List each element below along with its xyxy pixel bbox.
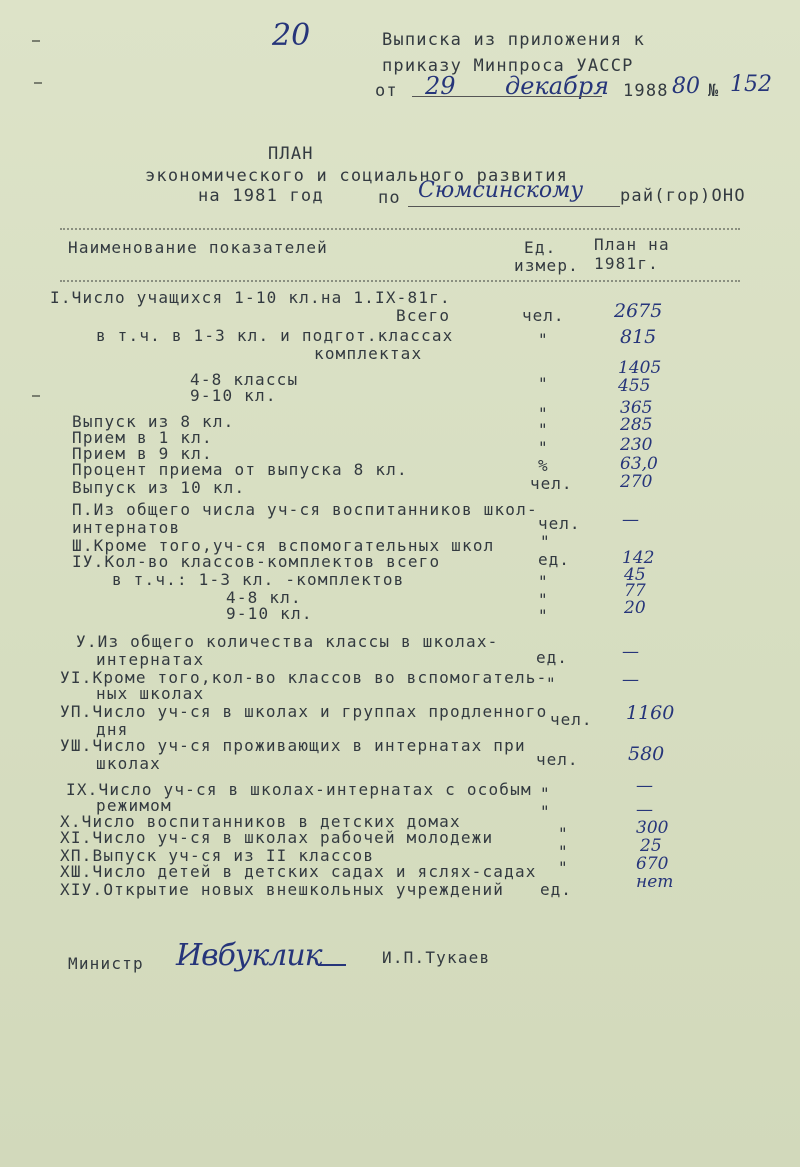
row-unit: " — [540, 802, 551, 821]
plan-title: ПЛАН — [268, 144, 314, 164]
col-header-unit-1: Ед. — [524, 238, 557, 257]
row-unit: " — [538, 404, 549, 423]
row-value: — — [622, 510, 639, 530]
row-label: П.Из общего числа уч-ся воспитанников школ- — [72, 500, 538, 519]
district-underline — [408, 206, 620, 207]
row-label: Прием в 9 кл. — [72, 444, 213, 463]
header-dotted-rule — [60, 280, 740, 284]
row-unit: " — [538, 420, 549, 439]
binding-hole-mark — [32, 40, 40, 46]
row-unit: чел. — [536, 750, 579, 769]
row-label: 9-10 кл. — [226, 604, 313, 623]
row-label: ных школах — [96, 684, 205, 703]
plan-subtitle: экономического и социального развития — [145, 166, 569, 186]
row-label: Выпуск из 8 кл. — [72, 412, 235, 431]
row-value: 142 — [622, 548, 655, 568]
row-unit: " — [538, 606, 549, 625]
signatory-name: И.П.Тукаев — [382, 948, 491, 967]
row-label: ХI.Число уч-ся в школах рабочей молодежи — [60, 828, 494, 847]
row-value: 270 — [620, 472, 653, 492]
plan-year: на 1981 год — [198, 186, 324, 206]
row-value: 300 — [636, 818, 669, 838]
row-label: IУ.Кол-во классов-комплектов всего — [72, 552, 441, 571]
row-unit: " — [538, 438, 549, 457]
row-value: 230 — [620, 435, 653, 455]
signature-stroke — [318, 964, 346, 966]
row-value: нет — [636, 872, 674, 892]
row-unit: ед. — [536, 648, 568, 667]
signature: Ивбуклик — [176, 938, 322, 973]
header-number: 152 — [730, 72, 772, 97]
row-unit: " — [540, 784, 551, 803]
row-value: — — [636, 776, 653, 796]
row-label: режимом — [96, 796, 172, 815]
row-label: в т.ч. в 1-3 кл. и подгот.классах — [96, 326, 454, 345]
row-value: 2675 — [614, 300, 663, 322]
row-label: 9-10 кл. — [190, 386, 277, 405]
row-label: ХП.Выпуск уч-ся из II классов — [60, 846, 375, 865]
col-header-unit-2: измер. — [514, 256, 579, 275]
col-header-plan-2: 1981г. — [594, 254, 659, 273]
row-unit: " — [546, 674, 557, 693]
row-value: 365 — [620, 398, 653, 418]
row-unit: " — [558, 824, 569, 843]
header-no-sign: № — [708, 81, 720, 101]
row-label: дня — [96, 720, 129, 739]
row-label: Процент приема от выпуска 8 кл. — [72, 460, 408, 479]
header-day: 29 — [425, 72, 456, 100]
row-label: школах — [96, 754, 161, 773]
row-unit: " — [538, 330, 549, 349]
col-header-plan-1: План на — [594, 235, 670, 254]
row-value: 455 — [618, 376, 651, 396]
row-value: 63,0 — [620, 454, 658, 474]
row-label: интернатов — [72, 518, 181, 537]
col-header-name: Наименование показателей — [68, 238, 328, 257]
row-label: Выпуск из 10 кл. — [72, 478, 246, 497]
header-dotted-rule — [60, 228, 740, 232]
row-label: ХШ.Число детей в детских садах и яслях-садах — [60, 862, 537, 881]
row-label: I.Число учащихся 1-10 кл.на 1.IX-81г. — [50, 288, 451, 307]
row-unit: чел. — [550, 710, 593, 729]
binding-hole-mark — [34, 82, 42, 88]
row-unit: " — [558, 858, 569, 877]
header-year-prefix: 1988 — [623, 81, 669, 101]
row-label: интернатах — [96, 650, 205, 669]
row-unit: чел. — [530, 474, 573, 493]
binding-hole-mark — [32, 395, 40, 401]
row-value: — — [622, 642, 639, 662]
row-unit: ед. — [538, 550, 570, 569]
row-label: 4-8 классы — [190, 370, 299, 389]
page-number: 20 — [272, 18, 311, 53]
row-label: УП.Число уч-ся в школах и группах продленного — [60, 702, 548, 721]
row-value: 1405 — [618, 358, 662, 378]
plan-po: по — [378, 188, 401, 208]
row-unit: " — [538, 590, 549, 609]
row-label: ХIУ.Открытие новых внешкольных учреждений — [60, 880, 505, 899]
date-underline — [412, 96, 602, 97]
row-label: Прием в 1 кл. — [72, 428, 213, 447]
row-value: 815 — [620, 326, 657, 348]
header-line-2: приказу Минпроса УАССР — [382, 56, 634, 76]
header-month: декабря — [505, 72, 609, 100]
row-label: Всего — [396, 306, 451, 325]
row-label: Х.Число воспитанников в детских домах — [60, 812, 461, 831]
row-label: в т.ч.: 1-3 кл. -комплектов — [112, 570, 405, 589]
row-value: 1160 — [626, 702, 675, 724]
row-unit: " — [538, 572, 549, 591]
row-value: — — [636, 800, 653, 820]
row-unit: % — [538, 456, 549, 475]
plan-ono: рай(гор)ОНО — [620, 186, 746, 206]
header-line-1: Выписка из приложения к — [382, 30, 646, 50]
signatory-role: Министр — [68, 954, 144, 973]
row-value: 45 — [624, 565, 646, 585]
row-label: комплектах — [314, 344, 423, 363]
header-year-hw: 80 — [672, 74, 700, 99]
row-label: УШ.Число уч-ся проживающих в интернатах при — [60, 736, 526, 755]
row-unit: чел. — [538, 514, 581, 533]
plan-district: Сюмсинскому — [418, 178, 584, 203]
row-label: 4-8 кл. — [226, 588, 302, 607]
row-value: 670 — [636, 854, 669, 874]
row-unit: чел. — [522, 306, 565, 325]
row-label: IX.Число уч-ся в школах-интернатах с особым — [66, 780, 532, 799]
header-from: от — [375, 81, 398, 101]
row-value: 20 — [624, 598, 646, 618]
row-value: 285 — [620, 415, 653, 435]
row-label: У.Из общего количества классы в школах- — [76, 632, 499, 651]
row-label: Ш.Кроме того,уч-ся вспомогательных школ — [72, 536, 495, 555]
row-value: — — [622, 670, 639, 690]
row-value: 77 — [624, 581, 646, 601]
row-unit: " — [540, 532, 551, 551]
row-unit: ед. — [540, 880, 572, 899]
row-value: 25 — [640, 836, 662, 856]
row-unit: " — [558, 842, 569, 861]
row-value: 580 — [628, 743, 665, 765]
row-unit: " — [538, 374, 549, 393]
row-label: УI.Кроме того,кол-во классов во вспомогатель- — [60, 668, 548, 687]
